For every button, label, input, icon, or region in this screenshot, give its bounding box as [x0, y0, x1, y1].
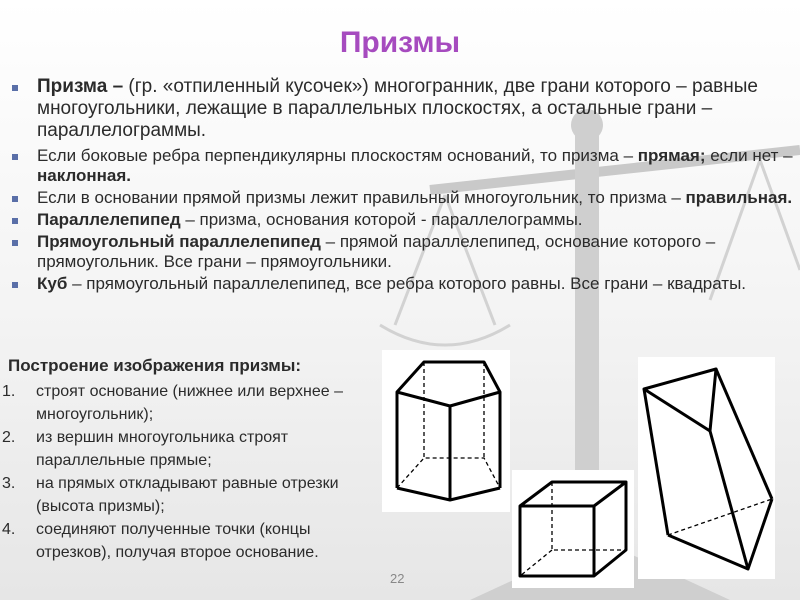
- step-number: 3.: [2, 475, 16, 492]
- step-item: [0, 472, 356, 518]
- step-item: [0, 426, 356, 472]
- definition: – прямоугольный параллелепипед, все ребра которого равны. Все грани – квадраты.: [67, 274, 747, 293]
- list-item: [5, 210, 795, 230]
- term: Куб: [37, 274, 68, 293]
- step-item: [0, 380, 356, 426]
- step-text: соединяют полученные точки (концы отрезков), получая второе основание.: [36, 521, 319, 561]
- step-number: 2.: [2, 429, 16, 446]
- bullet-square-icon: [12, 196, 18, 202]
- bullet-square-icon: [12, 85, 18, 91]
- term: Призма –: [37, 76, 129, 97]
- step-item: [0, 518, 356, 564]
- step-text: из вершин многоугольника строят параллельные прямые;: [36, 429, 289, 469]
- list-item: [5, 146, 795, 186]
- list-item: [5, 274, 795, 294]
- definition: Если в основании прямой призмы лежит правильный многоугольник, то призма –: [37, 188, 686, 207]
- definition: – призма, основания которой - параллелограммы.: [180, 210, 583, 229]
- definition: Если боковые ребра перпендикулярны плоскостям оснований, то призма –: [37, 146, 638, 165]
- bullet-square-icon: [12, 218, 18, 224]
- list-item: [5, 76, 795, 142]
- definition: если нет –: [705, 146, 793, 165]
- page-title: Призмы: [339, 26, 461, 59]
- term: Параллелепипед: [37, 210, 181, 229]
- bullet-square-icon: [12, 154, 18, 160]
- step-text: строят основание (нижнее или верхнее – многоугольник);: [36, 383, 343, 423]
- term: правильная.: [685, 188, 793, 207]
- bullet-square-icon: [12, 240, 18, 246]
- definition: (гр. «отпиленный кусочек») многогранник, две грани которого – равные многоугольники, лежащие в параллельных плоскостях, а остальные грани – параллелограммы.: [37, 76, 758, 141]
- step-number: 1.: [2, 383, 16, 400]
- list-item: [5, 232, 795, 272]
- list-item: [5, 188, 795, 208]
- term: Прямоугольный параллелепипед: [37, 232, 321, 251]
- construction-steps: [0, 380, 380, 564]
- term: прямая;: [637, 146, 706, 165]
- triangular-prism-figure: [638, 357, 775, 579]
- construction-title: Построение изображения призмы:: [8, 356, 302, 375]
- step-number: 4.: [2, 521, 16, 538]
- definitions-list: [5, 76, 795, 296]
- definition: – прямой параллелепипед, основание которого – прямоугольник. Все грани – прямоугольники.: [37, 232, 716, 271]
- step-text: на прямых откладывают равные отрезки (высота призмы);: [36, 475, 339, 515]
- page-number: 22: [390, 571, 405, 586]
- term: наклонная.: [37, 166, 132, 185]
- bullet-square-icon: [12, 282, 18, 288]
- cube-figure: [512, 470, 634, 588]
- pentagonal-prism-figure: [382, 350, 510, 512]
